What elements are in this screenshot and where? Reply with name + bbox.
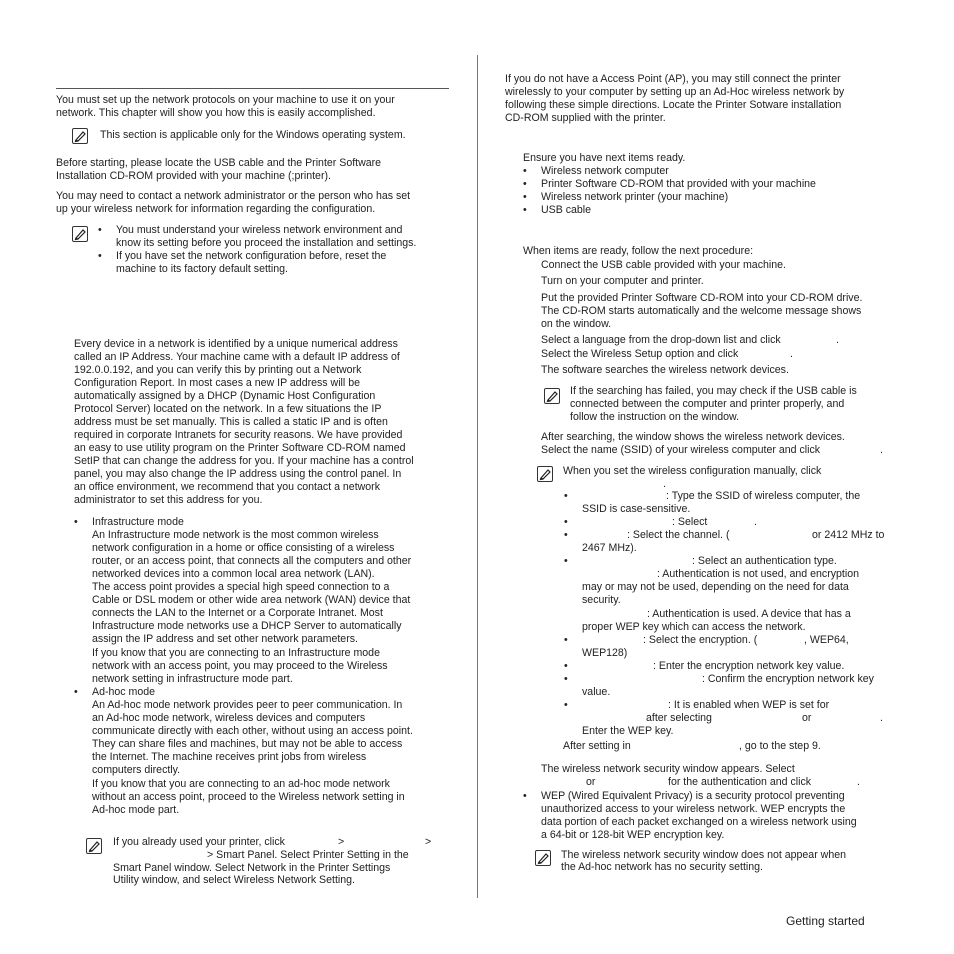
adhoc-line-2: an Ad-hoc mode network, wireless devices and computers [92, 712, 366, 724]
note-icon [544, 388, 560, 404]
adhoc-line-3: communicate directly with each other, without using an access point. [92, 725, 413, 737]
item-1: Wireless network computer [541, 165, 669, 177]
adhoc-intro-line-3: following these simple directions. Locate the Printer Sotware installation [505, 99, 842, 111]
note5-wep-2a: after selecting [646, 712, 712, 724]
wep-line-1: WEP (Wired Equivalent Privacy) is a security protocol preventing [541, 790, 845, 802]
adhoc-intro-line-4: CD-ROM supplied with the printer. [505, 112, 666, 124]
note6-line-1: The wireless network security window does not appear when [561, 849, 846, 861]
ip-line-9: an easy to use utility program on the Printer Software CD-ROM named [74, 442, 406, 454]
left-top-rule [56, 88, 449, 89]
note5-select: : Select [672, 516, 708, 528]
adhoc-line-4: They can share files and machines, but may not be able to access [92, 738, 403, 750]
intro-line-2: network. This chapter will show you how this is easily accomplished. [56, 107, 376, 119]
step-2: Turn on your computer and printer. [541, 275, 704, 287]
note-icon [72, 226, 88, 242]
adhoc-line-7: If you know that you are connecting to an ad-hoc mode network [92, 778, 390, 790]
note5-confirm: : Confirm the encryption network key [702, 673, 874, 685]
infra-title: Infrastructure mode [92, 516, 184, 528]
note-icon [535, 850, 551, 866]
infra-line-7: connects the LAN to the Internet or a Corporate Intranet. Most [92, 607, 383, 619]
infra-line-8: Infrastructure mode networks use a DHCP Server to automatically [92, 620, 402, 632]
before-line-1: Before starting, please locate the USB cable and the Printer Software [56, 157, 382, 169]
note5-encryption-2: WEP128) [582, 647, 628, 659]
note3-line-3: Smart Panel window. Select Network in the Printer Settings [113, 862, 391, 874]
note2-line-4: machine to its factory default setting. [116, 263, 288, 275]
security-or: or [586, 776, 596, 788]
infra-line-4: networked devices into a common local area network (LAN). [92, 568, 375, 580]
security-line-2: for the authentication and click [668, 776, 812, 788]
note2-line-1: You must understand your wireless network environment and [116, 224, 403, 236]
intro-line-1: You must set up the network protocols on your machine to use it on your [56, 94, 395, 106]
note3-line-2: > Smart Panel. Select Printer Setting in the [207, 849, 409, 861]
adhoc-line-9: Ad-hoc mode part. [92, 804, 180, 816]
step-4-dot: . [836, 334, 839, 346]
note3-line-1: If you already used your printer, click [113, 836, 285, 848]
note3-sep-1: > [338, 836, 345, 848]
note5-key: : Enter the encryption network key value. [653, 660, 845, 672]
note5-encryption-b: , WEP64, [804, 634, 849, 646]
bullet: • [564, 660, 568, 672]
security-dot: . [857, 776, 860, 788]
after-search-line-1: After searching, the window shows the wireless network devices. [541, 431, 845, 443]
note5-dot: . [663, 478, 666, 490]
step-3-line-1: Put the provided Printer Software CD-ROM into your CD-ROM drive. [541, 292, 863, 304]
item-2: Printer Software CD-ROM that provided with your machine [541, 178, 816, 190]
step-6: The software searches the wireless network devices. [541, 364, 789, 376]
note3-sep-2: > [425, 836, 432, 848]
item-3: Wireless network printer (your machine) [541, 191, 729, 203]
step-5: Select the Wireless Setup option and click [541, 348, 739, 360]
item-4: USB cable [541, 204, 592, 216]
note5-wep-3: Enter the WEP key. [582, 725, 674, 737]
adhoc-line-6: computers directly. [92, 764, 181, 776]
bullet: • [564, 673, 568, 685]
bullet: • [523, 165, 527, 177]
contact-line-1: You may need to contact a network administrator or the person who has set [56, 190, 411, 202]
infra-line-5: The access point provides a special high speed connection to a [92, 581, 390, 593]
adhoc-line-5: the Internet. The machine receives print jobs from wireless [92, 751, 367, 763]
bullet: • [523, 204, 527, 216]
bullet: • [564, 634, 568, 646]
after-search-dot: . [880, 444, 883, 456]
procedure-text: When items are ready, follow the next procedure: [523, 245, 754, 257]
ip-line-5: automatically assigned by a DHCP (Dynamic Host Configuration [74, 390, 376, 402]
ip-line-1: Every device in a network is identified by a unique numerical address [74, 338, 398, 350]
adhoc-line-8: without an access point, proceed to the Wireless network setting in [92, 791, 405, 803]
note3-line-4: Utility window, and select Wireless Network Setting. [113, 874, 355, 886]
adhoc-intro-line-2: wirelessly to your computer by setting up an Ad-Hoc wireless network by [505, 86, 845, 98]
bullet: • [98, 250, 102, 262]
ready-text: Ensure you have next items ready. [523, 152, 686, 164]
before-line-2: Installation CD-ROM provided with your machine (;printer). [56, 170, 331, 182]
note-windows-only: This section is applicable only for the Windows operating system. [100, 129, 406, 141]
note5-confirm-2: value. [582, 686, 611, 698]
note5-open-2: may or may not be used, depending on the need for data [582, 581, 849, 593]
bullet: • [74, 516, 78, 528]
note5-auth: : Select an authentication type. [692, 555, 837, 567]
note4-line-1: If the searching has failed, you may check if the USB cable is [570, 385, 857, 397]
ip-line-2: called an IP Address. Your machine came with a default IP address of [74, 351, 400, 363]
step-1: Connect the USB cable provided with your machine. [541, 259, 786, 271]
note5-after-a: After setting in [563, 740, 631, 752]
infra-line-9: assign the IP address and set other network parameters. [92, 633, 358, 645]
ip-line-3: 192.0.0.192, and you can verify this by printing out a Network [74, 364, 362, 376]
bullet: • [564, 555, 568, 567]
ip-line-7: address must be set manually. This is called a static IP and is often [74, 416, 388, 428]
infra-line-1: An Infrastructure mode network is the most common wireless [92, 529, 379, 541]
infra-line-10: If you know that you are connecting to an Infrastructure mode [92, 647, 380, 659]
note5-channel: : Select the channel. ( [627, 529, 730, 541]
bullet: • [564, 529, 568, 541]
note4-line-3: follow the instruction on the window. [570, 411, 740, 423]
security-line-1: The wireless network security window appears. Select [541, 763, 795, 775]
step-4: Select a language from the drop-down list and click [541, 334, 781, 346]
ip-line-10: SetIP that can change the address for you. If your machine has a control [74, 455, 414, 467]
note5-encryption: : Select the encryption. ( [643, 634, 758, 646]
adhoc-title: Ad-hoc mode [92, 686, 156, 698]
ip-line-4: Configuration Report. In most cases a new IP address will be [74, 377, 360, 389]
ip-line-13: administrator to set this address for you. [74, 494, 263, 506]
note5-ssid-2: SSID is case-sensitive. [582, 503, 691, 515]
bullet: • [564, 699, 568, 711]
note2-line-3: If you have set the network configuration before, reset the [116, 250, 387, 262]
bullet: • [564, 516, 568, 528]
footer-chapter: Getting started [786, 914, 865, 928]
note5-open: : Authentication is not used, and encryption [657, 568, 860, 580]
note-icon [537, 466, 553, 482]
bullet: • [523, 790, 527, 802]
bullet: • [98, 224, 102, 236]
note6-line-2: the Ad-hoc network has no security setting. [561, 861, 763, 873]
infra-line-6: Cable or DSL modem or other wide area network (WAN) device that [92, 594, 411, 606]
ip-line-12: an office environment, we recommend that you contact a network [74, 481, 381, 493]
contact-line-2: up your wireless network for information regarding the configuration. [56, 203, 376, 215]
adhoc-line-1: An Ad-hoc mode network provides peer to peer communication. In [92, 699, 403, 711]
step-3-line-2: The CD-ROM starts automatically and the welcome message shows [541, 305, 862, 317]
note-icon [72, 128, 88, 144]
note5-ssid: : Type the SSID of wireless computer, the [666, 490, 861, 502]
note5-lead: When you set the wireless configuration manually, click [563, 465, 822, 477]
note5-shared-2: proper WEP key which can access the network. [582, 621, 806, 633]
note5-channel-2: 2467 MHz). [582, 542, 637, 554]
after-search-line-2: Select the name (SSID) of your wireless computer and click [541, 444, 821, 456]
bullet: • [564, 490, 568, 502]
ip-line-8: required in corporate Intranets for security reasons. We have provided [74, 429, 403, 441]
note2-line-2: know its setting before you proceed the installation and settings. [116, 237, 417, 249]
note5-select-dot: . [754, 516, 757, 528]
infra-line-2: network configuration in a home or office consisting of a wireless [92, 542, 395, 554]
column-divider [477, 55, 478, 898]
note4-line-2: connected between the computer and printer properly, and [570, 398, 845, 410]
step-3-line-3: on the window. [541, 318, 612, 330]
bullet: • [74, 686, 78, 698]
infra-line-12: network setting in infrastructure mode part. [92, 673, 293, 685]
adhoc-intro-line-1: If you do not have a Access Point (AP), you may still connect the printer [505, 73, 841, 85]
infra-line-11: network with an access point, you may proceed to the Wireless [92, 660, 388, 672]
note5-wep: : It is enabled when WEP is set for [668, 699, 830, 711]
note5-channel-b: or 2412 MHz to [812, 529, 885, 541]
bullet: • [523, 191, 527, 203]
step-5-dot: . [790, 348, 793, 360]
note5-open-3: security. [582, 594, 621, 606]
wep-line-4: a 64-bit or 128-bit WEP encryption key. [541, 829, 725, 841]
infra-line-3: router, or an access point, that connects all the computers and other [92, 555, 412, 567]
note5-wep-2c: . [880, 712, 883, 724]
note5-after-b: , go to the step 9. [739, 740, 821, 752]
note5-wep-2b: or [802, 712, 812, 724]
note5-shared: : Authentication is used. A device that has a [647, 608, 851, 620]
note-icon [86, 838, 102, 854]
wep-line-2: unauthorized access to your wireless network. WEP encrypts the [541, 803, 846, 815]
ip-line-6: Protocol Server) located on the network. In a few situations the IP [74, 403, 382, 415]
wep-line-3: data portion of each packet exchanged on a wireless network using [541, 816, 857, 828]
bullet: • [523, 178, 527, 190]
ip-line-11: panel, you may also change the IP address using the control panel. In [74, 468, 402, 480]
